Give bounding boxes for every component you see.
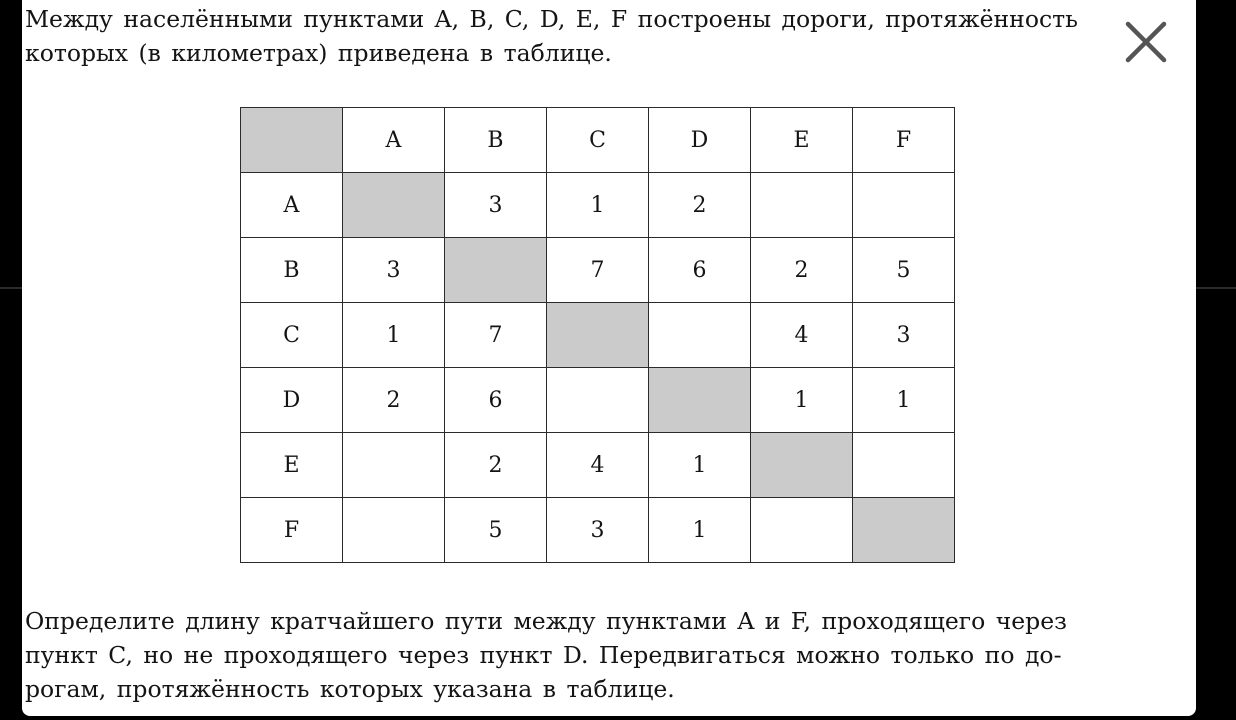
column-header: F [853,108,955,173]
problem-page [22,0,1196,716]
table-corner-cell [241,108,343,173]
table-cell: 7 [547,238,649,303]
table-cell: 4 [751,303,853,368]
divider-right [1196,287,1236,289]
table-cell [445,238,547,303]
table-cell [853,498,955,563]
question-line: Определите длину кратчайшего пути между пунктами A и F, проходящего через [25,607,1067,635]
row-header: C [241,303,343,368]
table-cell [649,368,751,433]
column-header: B [445,108,547,173]
table-header-row [241,108,955,173]
problem-intro [25,2,1197,70]
table-cell [751,173,853,238]
table-row [241,173,955,238]
table-cell: 3 [547,498,649,563]
intro-line: Между населёнными пунктами A, B, C, D, E, F построены дороги, протяжённость [25,5,1078,33]
table-cell [343,173,445,238]
question-line: пункт C, но не проходящего через пункт D. Передвигаться можно только по до- [25,641,1062,669]
row-header: E [241,433,343,498]
table-cell: 1 [547,173,649,238]
table-cell: 1 [649,433,751,498]
table-cell: 6 [649,238,751,303]
table-cell [751,433,853,498]
table-cell: 5 [853,238,955,303]
table-cell: 3 [853,303,955,368]
table-row [241,433,955,498]
column-header: C [547,108,649,173]
intro-line: которых (в километрах) приведена в таблице. [25,39,612,67]
column-header: E [751,108,853,173]
table-cell: 1 [343,303,445,368]
table-cell: 3 [445,173,547,238]
table-cell: 2 [751,238,853,303]
question-line: рогам, протяжённость которых указана в таблице. [25,675,675,703]
close-button[interactable] [1120,18,1172,66]
table-cell: 1 [649,498,751,563]
table-cell: 2 [343,368,445,433]
table-cell: 7 [445,303,547,368]
row-header: A [241,173,343,238]
table-cell [343,433,445,498]
table-cell: 6 [445,368,547,433]
table-cell: 3 [343,238,445,303]
table-cell [343,498,445,563]
table-row [241,238,955,303]
table-row [241,303,955,368]
problem-question [25,604,1171,706]
table-row [241,498,955,563]
table-cell [547,368,649,433]
table-cell: 4 [547,433,649,498]
table-cell [853,433,955,498]
column-header: A [343,108,445,173]
table-cell: 2 [649,173,751,238]
table-cell [649,303,751,368]
table-cell: 5 [445,498,547,563]
divider-left [0,287,22,289]
close-icon [1120,18,1172,66]
table-cell [547,303,649,368]
row-header: B [241,238,343,303]
table-cell: 1 [853,368,955,433]
row-header: F [241,498,343,563]
column-header: D [649,108,751,173]
table-row [241,368,955,433]
table-cell [853,173,955,238]
table-cell [751,498,853,563]
table-cell: 2 [445,433,547,498]
distance-table [240,107,955,563]
row-header: D [241,368,343,433]
table-cell: 1 [751,368,853,433]
